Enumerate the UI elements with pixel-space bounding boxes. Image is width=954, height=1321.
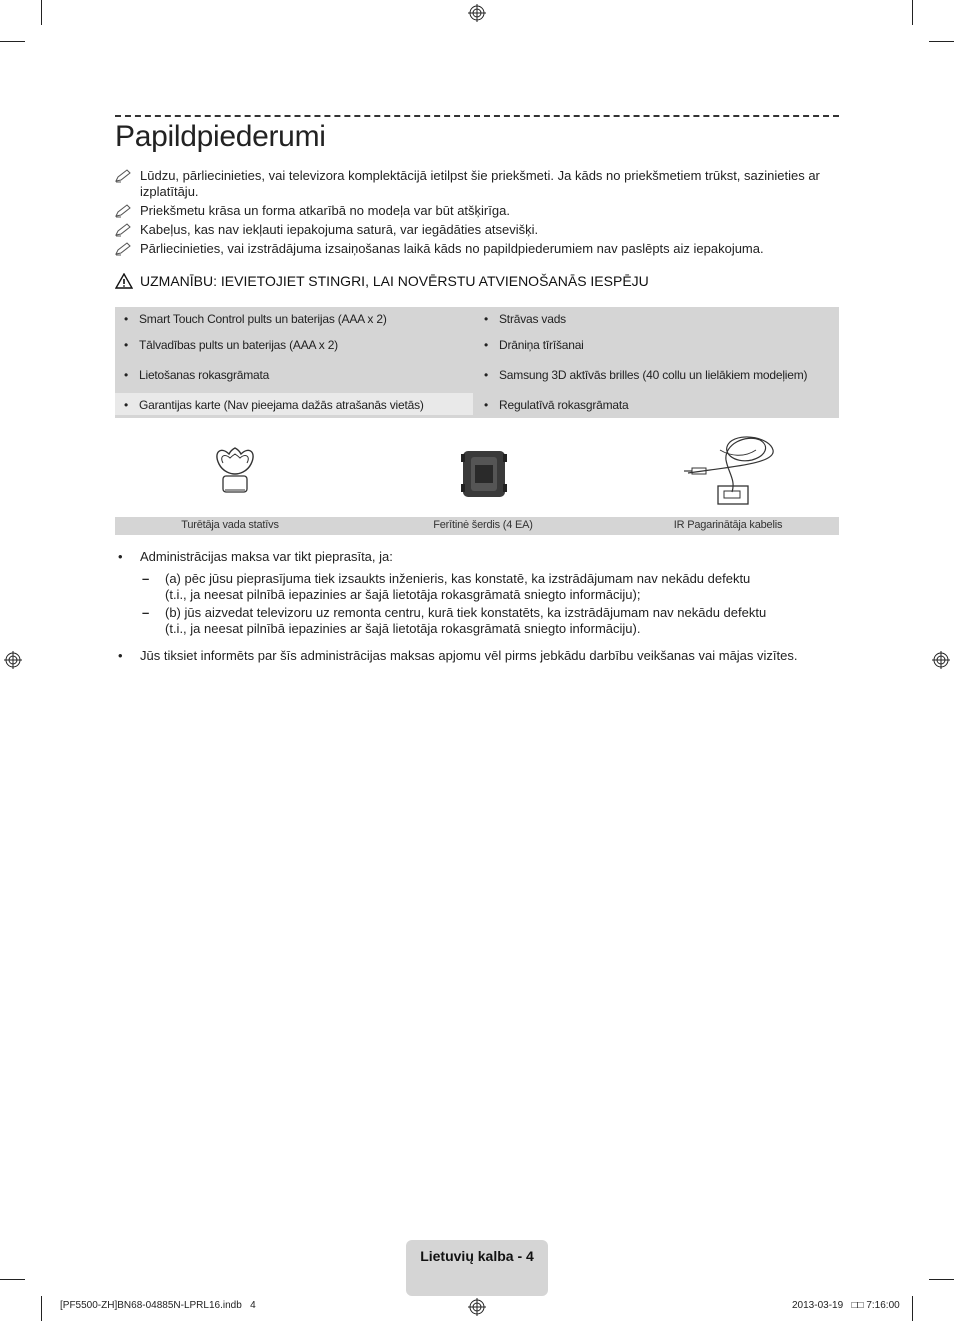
image-captions — [115, 517, 839, 535]
page-number-label: Lietuvių kalba - 4 — [420, 1248, 534, 1264]
pencil-note-icon — [115, 169, 131, 183]
ir-extender-cable-image — [680, 420, 780, 517]
registration-mark-icon — [468, 1298, 486, 1316]
registration-mark-icon — [4, 651, 22, 669]
crop-mark — [41, 0, 42, 25]
accessories-table — [115, 307, 839, 418]
admin-dash-1-line-2: (t.i., ja neesat pilnībā iepazinies ar šajā lietotāja rokasgrāmatā sniegto informāciju); — [165, 587, 641, 602]
cable-holder-stand-image — [205, 420, 265, 517]
pencil-note-icon — [115, 223, 131, 237]
accessory-images — [115, 420, 839, 517]
note-item — [115, 168, 839, 200]
note-text: Priekšmetu krāsa un forma atkarībā no modeļa var būt atšķirīga. — [140, 203, 510, 218]
accessories-column-left — [115, 307, 471, 418]
crop-mark — [929, 1279, 954, 1280]
bullet-marker: • — [118, 549, 123, 564]
crop-mark — [929, 41, 954, 42]
page-title: Papildpiederumi — [115, 120, 326, 153]
dash-marker: – — [142, 605, 150, 620]
note-text: Lūdzu, pārliecinieties, vai televizora komplektācijā ietilpst šie priekšmeti. Ja kāds no priekšmetiem trūkst, sazinieties ar izplatītāju. — [140, 168, 820, 199]
print-timestamp: 2013-03-19 □□ 7:16:00 — [792, 1300, 900, 1311]
section-divider — [115, 115, 839, 117]
admin-bullet-1: Administrācijas maksa var tikt pieprasīta, ja: — [140, 549, 393, 564]
crop-mark — [41, 1296, 42, 1321]
caution-text: UZMANĪBU: IEVIETOJIET STINGRI, LAI NOVĒRSTU ATVIENOŠANĀS IESPĒJU — [140, 273, 649, 289]
list-item: • Garantijas karte (Nav pieejama dažās atrašanās vietās) — [115, 398, 424, 412]
bullet-marker: • — [118, 648, 123, 663]
registration-mark-icon — [468, 4, 486, 22]
note-item — [115, 241, 839, 257]
caption-ferrite-core: Ferītinė šerdis (4 EA) — [433, 519, 533, 531]
note-text: Pārliecinieties, vai izstrādājuma izsaiņošanas laikā kāds no papildpiederumiem nav paslēpts aiz iepakojuma. — [140, 241, 764, 256]
file-info: [PF5500-ZH]BN68-04885N-LPRL16.indb 4 — [60, 1300, 256, 1311]
crop-mark — [912, 0, 913, 25]
admin-bullet-2: Jūs tiksiet informēts par šīs administrācijas maksas apjomu vēl pirms jebkādu darbību veikšanas vai mājas vizītes. — [140, 648, 798, 663]
accessories-column-right — [475, 307, 839, 418]
pencil-note-icon — [115, 242, 131, 256]
caution-heading — [115, 272, 839, 290]
dash-marker: – — [142, 571, 150, 586]
warning-triangle-icon — [115, 273, 133, 289]
list-item: • Lietošanas rokasgrāmata — [115, 368, 269, 382]
admin-dash-2-line-2: (t.i., ja neesat pilnībā iepazinies ar šajā lietotāja rokasgrāmatā sniegto informāciju). — [165, 621, 641, 636]
note-item — [115, 203, 839, 219]
caption-cable-holder: Turētāja vada statīvs — [181, 519, 279, 531]
ferrite-core-image — [455, 420, 515, 517]
crop-mark — [0, 41, 25, 42]
admin-dash-2-line-1: (b) jūs aizvedat televizoru uz remonta centru, kurā tiek konstatēts, ka izstrādājumam nav nekādu defektu — [165, 605, 767, 620]
page-number-tab — [406, 1240, 548, 1296]
crop-mark — [912, 1296, 913, 1321]
crop-mark — [0, 1279, 25, 1280]
admin-dash-1-line-1: (a) pēc jūsu pieprasījuma tiek izsaukts inženieris, kas konstatē, ka izstrādājumam nav nekādu defektu — [165, 571, 751, 586]
list-item: • Drāniņa tīrīšanai — [475, 338, 584, 352]
pencil-note-icon — [115, 204, 131, 218]
note-item — [115, 222, 839, 238]
note-text: Kabeļus, kas nav iekļauti iepakojuma saturā, var iegādāties atsevišķi. — [140, 222, 539, 237]
list-item: • Samsung 3D aktīvās brilles (40 collu un lielākiem modeļiem) — [475, 368, 807, 382]
list-item: • Strāvas vads — [475, 312, 566, 326]
list-item: • Regulatīvā rokasgrāmata — [475, 398, 628, 412]
list-item: • Tālvadības pults un baterijas (AAA x 2) — [115, 338, 338, 352]
notes-list — [115, 168, 839, 260]
registration-mark-icon — [932, 651, 950, 669]
caption-ir-extender: IR Pagarinātāja kabelis — [673, 519, 783, 531]
list-item: • Smart Touch Control pults un baterijas (AAA x 2) — [115, 312, 387, 326]
